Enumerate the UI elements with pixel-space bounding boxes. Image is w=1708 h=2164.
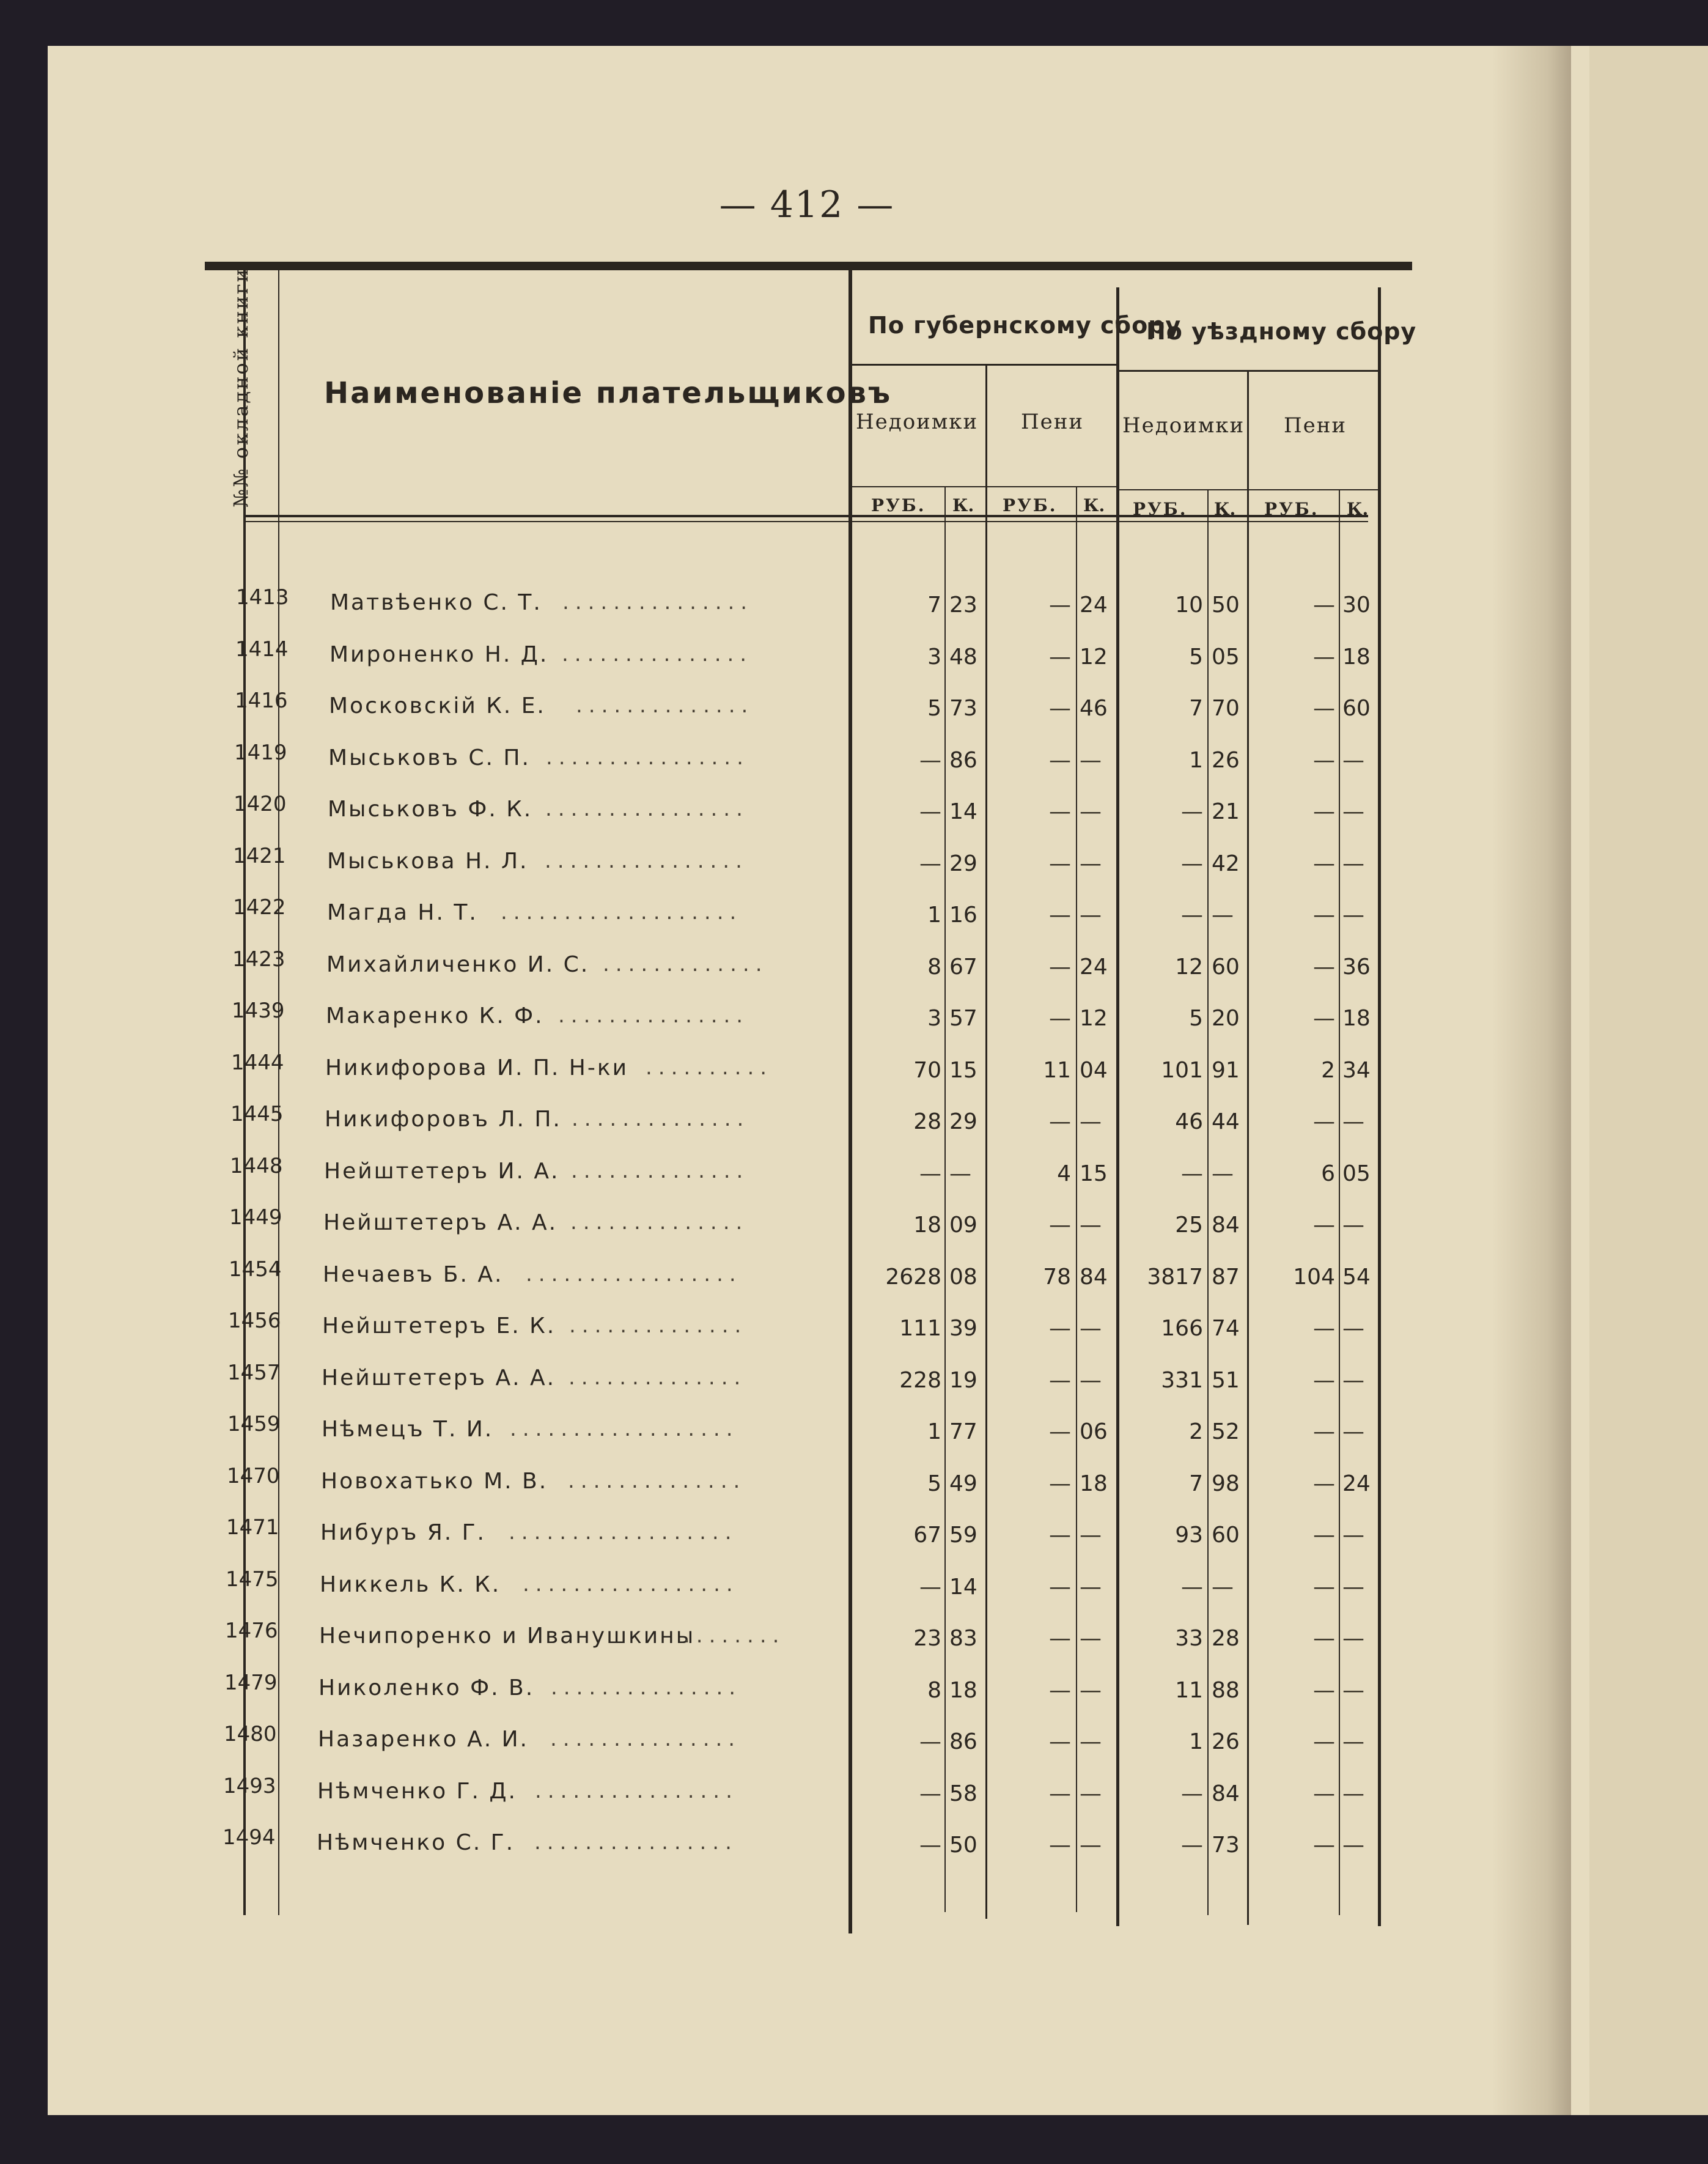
- kopecks-cell: 83: [949, 1626, 977, 1651]
- rubles-cell: 5: [927, 696, 941, 721]
- uezd-nedoimki-header: Недоимки: [1122, 413, 1245, 438]
- table-row: 1470 Новохатько М. В. .............. 5 49 — 18 7 98 — 24: [227, 1464, 1371, 1496]
- rubles-cell: —: [1049, 851, 1071, 876]
- rubles-cell: —: [919, 1833, 941, 1858]
- kopecks-cell: —: [1212, 1161, 1234, 1186]
- kopecks-cell: 74: [1212, 1316, 1240, 1341]
- kopecks-cell: 04: [1080, 1058, 1108, 1083]
- kopecks-cell: 05: [1212, 644, 1240, 670]
- kopecks-cell: 87: [1212, 1265, 1240, 1290]
- kopecks-cell: 12: [1080, 644, 1108, 670]
- rubles-cell: —: [1049, 1626, 1071, 1651]
- book-number: 1422: [233, 895, 286, 920]
- kopecks-cell: —: [1342, 1781, 1364, 1806]
- gub-peni-k-unit: К.: [1083, 495, 1105, 515]
- kopecks-cell: 84: [1212, 1781, 1240, 1806]
- payer-name: Мыськовъ Ф. К.: [328, 797, 533, 822]
- rubles-cell: —: [1313, 644, 1335, 670]
- table-row: 1475 Никкель К. К. ................. — 14 — — — — — —: [226, 1567, 1364, 1600]
- book-number: 1479: [224, 1671, 278, 1695]
- book-number: 1459: [227, 1412, 281, 1436]
- rubles-cell: —: [1049, 644, 1071, 670]
- kopecks-cell: 05: [1342, 1161, 1371, 1186]
- gub-nedoimki-header: Недоимки: [856, 410, 979, 434]
- rubles-cell: 28: [913, 1109, 941, 1134]
- rubles-cell: 104: [1293, 1265, 1335, 1290]
- kopecks-cell: 14: [949, 1575, 977, 1600]
- uezd-group-header: По уѣздному сбору: [1146, 318, 1417, 345]
- kopecks-cell: 23: [949, 593, 977, 618]
- kopecks-cell: 88: [1212, 1678, 1240, 1703]
- gub-peni-rub-unit: РУБ.: [1003, 495, 1058, 515]
- book-number: 1476: [225, 1619, 278, 1643]
- rubles-cell: 5: [1189, 644, 1203, 670]
- rubles-cell: —: [1181, 1833, 1203, 1858]
- kopecks-cell: 73: [1212, 1833, 1240, 1858]
- table-row: 1423 Михайличенко И. С. ............. 8 67 — 24 12 60 — 36: [232, 947, 1371, 980]
- kopecks-cell: 48: [949, 644, 977, 670]
- rubles-cell: 111: [899, 1316, 941, 1341]
- rubles-cell: 1: [1189, 1729, 1203, 1754]
- rubles-cell: —: [1313, 748, 1335, 773]
- rubles-cell: —: [919, 1781, 941, 1806]
- kopecks-cell: 09: [949, 1213, 977, 1238]
- book-number: 1416: [235, 689, 288, 713]
- header-bottom-rule: [243, 515, 1368, 517]
- rubles-cell: —: [1049, 1213, 1071, 1238]
- header-bottom-rule-2: [243, 521, 1368, 522]
- payer-name: Макаренко К. Ф.: [326, 1003, 544, 1028]
- uezd-peni-header: Пени: [1284, 413, 1347, 438]
- kopecks-cell: —: [1212, 1575, 1234, 1600]
- rubles-cell: —: [1313, 1109, 1335, 1134]
- kopecks-cell: 14: [949, 799, 977, 824]
- kopecks-cell: 51: [1212, 1368, 1240, 1393]
- payer-name: Нечипоренко и Иванушкины: [319, 1623, 696, 1649]
- kopecks-cell: —: [1342, 1678, 1364, 1703]
- rubles-cell: —: [1313, 1575, 1335, 1600]
- payer-name: Нибуръ Я. Г.: [320, 1520, 487, 1545]
- table-row: 1419 Мыськовъ С. П. ................ — 86 — — 1 26 — —: [234, 740, 1364, 773]
- rubles-cell: 2628: [885, 1265, 941, 1290]
- book-number: 1439: [232, 999, 285, 1023]
- kopecks-cell: 15: [949, 1058, 977, 1083]
- kopecks-cell: 49: [949, 1471, 977, 1496]
- payer-name: Матвѣенко С. Т.: [330, 590, 542, 615]
- rubles-cell: —: [919, 1729, 941, 1754]
- kopecks-cell: 24: [1342, 1471, 1371, 1496]
- kopecks-cell: —: [1342, 1575, 1364, 1600]
- kopecks-cell: 98: [1212, 1471, 1240, 1496]
- kopecks-cell: —: [1342, 1419, 1364, 1444]
- rubles-cell: 25: [1175, 1213, 1203, 1238]
- book-number-header-text: №№ окладной книги: [229, 267, 252, 508]
- rubles-cell: —: [919, 799, 941, 824]
- kopecks-cell: —: [1212, 903, 1234, 928]
- book-number: 1494: [223, 1825, 276, 1850]
- book-number: 1420: [234, 792, 287, 816]
- rubles-cell: 2: [1321, 1058, 1335, 1083]
- rubles-cell: —: [1313, 1626, 1335, 1651]
- rubles-cell: —: [1049, 1109, 1071, 1134]
- kopecks-cell: —: [1080, 1678, 1102, 1703]
- kopecks-cell: 26: [1212, 1729, 1240, 1754]
- rubles-cell: —: [1313, 1316, 1335, 1341]
- table-row: 1416 Московскій К. Е. .............. 5 73 — 46 7 70 — 60: [235, 689, 1371, 721]
- rubles-cell: 4: [1057, 1161, 1071, 1186]
- book-number: 1414: [235, 637, 289, 662]
- rubles-cell: 5: [1189, 1006, 1203, 1031]
- kopecks-cell: 08: [949, 1265, 977, 1290]
- table-row: 1480 Назаренко А. И. ............... — 86 — — 1 26 — —: [224, 1722, 1364, 1754]
- rubles-cell: 1: [1189, 748, 1203, 773]
- payer-name: Никифорова И. П. Н-ки: [325, 1055, 628, 1080]
- kopecks-cell: 77: [949, 1419, 977, 1444]
- table-row: 1448 Нейштетеръ И. А. .............. — — 4 15 — — 6 05: [230, 1154, 1371, 1186]
- rubles-cell: 331: [1161, 1368, 1203, 1393]
- kopecks-cell: —: [1080, 1523, 1102, 1548]
- kopecks-cell: 86: [949, 748, 977, 773]
- rubles-cell: —: [1313, 1006, 1335, 1031]
- kopecks-cell: 26: [1212, 748, 1240, 773]
- gub-ned-rub-unit: РУБ.: [871, 495, 926, 515]
- kopecks-cell: 20: [1212, 1006, 1240, 1031]
- kopecks-cell: —: [1080, 1316, 1102, 1341]
- book-number: 1456: [228, 1309, 281, 1333]
- kopecks-cell: 60: [1342, 696, 1371, 721]
- rubles-cell: —: [1049, 1368, 1071, 1393]
- kopecks-cell: —: [1080, 748, 1102, 773]
- kopecks-cell: —: [949, 1161, 971, 1186]
- book-number: 1413: [236, 585, 289, 610]
- book-number: 1419: [234, 740, 287, 765]
- table-row: 1413 Матвѣенко С. Т. ............... 7 23 — 24 10 50 — 30: [236, 585, 1371, 618]
- rubles-cell: 7: [1189, 696, 1203, 721]
- rubles-cell: —: [1049, 903, 1071, 928]
- kopecks-cell: 12: [1080, 1006, 1108, 1031]
- rubles-cell: —: [1049, 799, 1071, 824]
- kopecks-cell: —: [1342, 1523, 1364, 1548]
- payer-name: Мироненко Н. Д.: [329, 642, 549, 667]
- payer-name: Нейштетеръ Е. К.: [322, 1313, 556, 1339]
- rubles-cell: —: [1313, 1523, 1335, 1548]
- kopecks-cell: —: [1342, 748, 1364, 773]
- rubles-cell: —: [1313, 1419, 1335, 1444]
- book-number: 1445: [230, 1102, 284, 1126]
- table-row: 1449 Нейштетеръ А. А. .............. 18 09 — — 25 84 — —: [229, 1205, 1364, 1238]
- kopecks-cell: —: [1080, 799, 1102, 824]
- rubles-cell: —: [1049, 1471, 1071, 1496]
- kopecks-cell: 46: [1080, 696, 1108, 721]
- rubles-cell: —: [1049, 1833, 1071, 1858]
- group-underline-gub: [852, 364, 1116, 366]
- rubles-cell: 228: [899, 1368, 941, 1393]
- kopecks-cell: 06: [1080, 1419, 1108, 1444]
- rubles-cell: 1: [927, 903, 941, 928]
- book-number: 1421: [233, 844, 286, 868]
- book-number: 1448: [230, 1154, 283, 1178]
- kopecks-cell: 39: [949, 1316, 977, 1341]
- book-number: 1449: [229, 1205, 282, 1230]
- rubles-cell: 11: [1175, 1678, 1203, 1703]
- book-number: 1470: [227, 1464, 280, 1488]
- kopecks-cell: 91: [1212, 1058, 1240, 1083]
- kopecks-cell: 84: [1212, 1213, 1240, 1238]
- rubles-cell: —: [1049, 1575, 1071, 1600]
- book-number: 1423: [232, 947, 285, 972]
- kopecks-cell: 59: [949, 1523, 977, 1548]
- book-number: 1493: [223, 1774, 276, 1798]
- top-thick-rule: [205, 262, 1412, 270]
- uezd-ned-rub-unit: РУБ.: [1133, 499, 1188, 519]
- rubles-cell: —: [1181, 851, 1203, 876]
- kopecks-cell: 18: [1342, 1006, 1371, 1031]
- book-number: 1480: [224, 1722, 277, 1746]
- kopecks-cell: —: [1080, 1729, 1102, 1754]
- kopecks-cell: 24: [1080, 593, 1108, 618]
- rubles-cell: 5: [927, 1471, 941, 1496]
- kopecks-cell: 29: [949, 1109, 977, 1134]
- rubles-cell: 33: [1175, 1626, 1203, 1651]
- rubles-cell: 93: [1175, 1523, 1203, 1548]
- rubles-cell: 7: [1189, 1471, 1203, 1496]
- kopecks-cell: 34: [1342, 1058, 1371, 1083]
- rubles-cell: 18: [913, 1213, 941, 1238]
- rubles-cell: —: [1313, 593, 1335, 618]
- book-number: 1454: [229, 1257, 282, 1282]
- kopecks-cell: 24: [1080, 955, 1108, 980]
- payer-name: Нейштетеръ А. А.: [323, 1210, 558, 1235]
- kopecks-cell: 36: [1342, 955, 1371, 980]
- rubles-cell: —: [1313, 1678, 1335, 1703]
- kopecks-cell: 50: [949, 1833, 977, 1858]
- rubles-cell: 3817: [1147, 1265, 1203, 1290]
- rubles-cell: —: [1049, 1419, 1071, 1444]
- kopecks-cell: 60: [1212, 955, 1240, 980]
- rubles-cell: —: [919, 1575, 941, 1600]
- kopecks-cell: 58: [949, 1781, 977, 1806]
- payer-name: Московскій К. Е.: [329, 693, 546, 718]
- rubles-cell: 8: [927, 1678, 941, 1703]
- rubles-cell: 6: [1321, 1161, 1335, 1186]
- kopecks-cell: —: [1080, 1833, 1102, 1858]
- rubles-cell: —: [1313, 903, 1335, 928]
- kopecks-cell: —: [1342, 1213, 1364, 1238]
- rubles-cell: 78: [1043, 1265, 1071, 1290]
- rubles-cell: —: [1313, 851, 1335, 876]
- payer-name: Новохатько М. В.: [321, 1469, 548, 1494]
- kopecks-cell: 18: [1080, 1471, 1108, 1496]
- table-row: 1421 Мыськова Н. Л. ................ — 29 — — — 42 — —: [233, 844, 1364, 876]
- table-row: 1476 Нечипоренко и Иванушкины ........ 23 83 — — 33 28 — —: [225, 1619, 1364, 1651]
- kopecks-cell: 29: [949, 851, 977, 876]
- rubles-cell: —: [1181, 799, 1203, 824]
- table-row: 1479 Николенко Ф. В. ............... 8 18 — — 11 88 — —: [224, 1671, 1364, 1703]
- kopecks-cell: —: [1080, 903, 1102, 928]
- kopecks-cell: —: [1342, 1833, 1364, 1858]
- payer-name: Нѣмченко С. Г.: [317, 1830, 515, 1855]
- kopecks-cell: 73: [949, 696, 977, 721]
- rubles-cell: —: [1313, 1833, 1335, 1858]
- payer-name: Мыськова Н. Л.: [327, 849, 529, 874]
- rubles-cell: —: [1181, 1781, 1203, 1806]
- rubles-cell: 46: [1175, 1109, 1203, 1134]
- kopecks-cell: 57: [949, 1006, 977, 1031]
- kopecks-cell: —: [1342, 1368, 1364, 1393]
- rubles-cell: —: [1313, 1213, 1335, 1238]
- payer-name: Нейштетеръ А. А.: [322, 1365, 556, 1390]
- rubles-cell: 67: [913, 1523, 941, 1548]
- kopecks-cell: —: [1342, 903, 1364, 928]
- kopecks-cell: 30: [1342, 593, 1371, 618]
- table-row: 1494 Нѣмченко С. Г. ................ — 50 — — — 73 — —: [223, 1825, 1364, 1858]
- kopecks-cell: —: [1080, 1368, 1102, 1393]
- rubles-cell: 8: [927, 955, 941, 980]
- gub-peni-header: Пени: [1021, 410, 1084, 434]
- rubles-cell: —: [1313, 1781, 1335, 1806]
- kopecks-cell: 19: [949, 1368, 977, 1393]
- payer-name: Магда Н. Т.: [327, 900, 478, 925]
- kopecks-cell: 50: [1212, 593, 1240, 618]
- kopecks-cell: —: [1080, 1781, 1102, 1806]
- rubles-cell: 70: [913, 1058, 941, 1083]
- rubles-cell: 12: [1175, 955, 1203, 980]
- rubles-cell: 23: [913, 1626, 941, 1651]
- rubles-cell: 10: [1175, 593, 1203, 618]
- table-row: 1493 Нѣмченко Г. Д. ................ — 58 — — — 84 — —: [223, 1774, 1364, 1806]
- payer-name: Назаренко А. И.: [318, 1727, 529, 1752]
- payer-name: Нѣмецъ Т. И.: [322, 1417, 494, 1442]
- payer-name: Николенко Ф. В.: [318, 1675, 535, 1701]
- kopecks-cell: 67: [949, 955, 977, 980]
- rubles-cell: —: [1049, 593, 1071, 618]
- table-row: 1457 Нейштетеръ А. А. .............. 228 19 — — 331 51 — —: [227, 1361, 1364, 1393]
- rubles-cell: —: [1313, 799, 1335, 824]
- payer-name: Никифоровъ Л. П.: [325, 1107, 562, 1132]
- table-row: 1456 Нейштетеръ Е. К. .............. 111 39 — — 166 74 — —: [228, 1309, 1364, 1341]
- rubles-cell: —: [1181, 1575, 1203, 1600]
- uezd-peni-k-unit: К.: [1347, 499, 1369, 519]
- rubles-cell: —: [1181, 903, 1203, 928]
- kopecks-cell: 15: [1080, 1161, 1108, 1186]
- rubles-cell: 2: [1189, 1419, 1203, 1444]
- rubles-cell: —: [919, 1161, 941, 1186]
- payer-name: Нѣмченко Г. Д.: [317, 1779, 517, 1804]
- rubles-cell: —: [1049, 1006, 1071, 1031]
- payer-name: Мыськовъ С. П.: [328, 745, 531, 770]
- rubles-cell: —: [1181, 1161, 1203, 1186]
- payer-name: Михайличенко И. С.: [326, 952, 590, 977]
- table-row: 1454 Нечаевъ Б. А. ................. 2628 08 78 84 3817 87 104 54: [229, 1257, 1371, 1290]
- table-row: 1444 Никифорова И. П. Н-ки .......... 70 15 11 04 101 91 2 34: [231, 1051, 1371, 1083]
- kopecks-cell: 60: [1212, 1523, 1240, 1548]
- kopecks-cell: 18: [1342, 644, 1371, 670]
- kopecks-cell: —: [1080, 1109, 1102, 1134]
- uezd-peni-rub-unit: РУБ.: [1264, 499, 1319, 519]
- rubles-cell: 7: [927, 593, 941, 618]
- kopecks-cell: —: [1080, 1213, 1102, 1238]
- table-row: 1445 Никифоровъ Л. П. .............. 28 29 — — 46 44 — —: [230, 1102, 1364, 1134]
- table-row: 1420 Мыськовъ Ф. К. ................ — 14 — — — 21 — —: [234, 792, 1364, 824]
- kopecks-cell: 18: [949, 1678, 977, 1703]
- rubles-cell: 1: [927, 1419, 941, 1444]
- kopecks-cell: —: [1080, 1575, 1102, 1600]
- kopecks-cell: 16: [949, 903, 977, 928]
- gub-ned-k-unit: К.: [952, 495, 974, 515]
- book-number: 1475: [226, 1567, 279, 1592]
- table-row: 1439 Макаренко К. Ф. ............... 3 57 — 12 5 20 — 18: [232, 999, 1371, 1031]
- uezd-ned-k-unit: К.: [1214, 499, 1236, 519]
- book-number: 1444: [231, 1051, 284, 1075]
- page-number: — 412 —: [719, 183, 895, 226]
- kopecks-cell: 42: [1212, 851, 1240, 876]
- rubles-cell: —: [1049, 1523, 1071, 1548]
- kopecks-cell: —: [1342, 1626, 1364, 1651]
- kopecks-cell: 44: [1212, 1109, 1240, 1134]
- table-row: 1422 Магда Н. Т. ................... 1 16 — — — — — —: [233, 895, 1364, 928]
- rubles-cell: —: [1049, 748, 1071, 773]
- payer-name: Нечаевъ Б. А.: [323, 1262, 504, 1287]
- rubles-cell: —: [1049, 955, 1071, 980]
- kopecks-cell: 28: [1212, 1626, 1240, 1651]
- kopecks-cell: —: [1342, 851, 1364, 876]
- rubles-cell: —: [1049, 1729, 1071, 1754]
- rubles-cell: —: [1049, 1678, 1071, 1703]
- rubles-cell: 11: [1043, 1058, 1071, 1083]
- rubles-cell: —: [1049, 1781, 1071, 1806]
- book-number: 1457: [227, 1361, 281, 1385]
- kopecks-cell: 54: [1342, 1265, 1371, 1290]
- table-row: 1459 Нѣмецъ Т. И. .................. 1 77 — 06 2 52 — —: [227, 1412, 1364, 1444]
- table-row: 1414 Мироненко Н. Д. ............... 3 48 — 12 5 05 — 18: [235, 637, 1371, 670]
- rubles-cell: —: [1313, 955, 1335, 980]
- kopecks-cell: 21: [1212, 799, 1240, 824]
- book-number: 1471: [226, 1515, 279, 1540]
- rubles-cell: —: [1313, 1471, 1335, 1496]
- rubles-cell: —: [1049, 696, 1071, 721]
- rubles-cell: 101: [1161, 1058, 1203, 1083]
- kopecks-cell: 52: [1212, 1419, 1240, 1444]
- kopecks-cell: 84: [1080, 1265, 1108, 1290]
- rubles-cell: —: [919, 851, 941, 876]
- gub-group-header: По губернскому сбору: [868, 312, 1182, 339]
- rubles-cell: —: [1049, 1316, 1071, 1341]
- kopecks-cell: —: [1342, 1109, 1364, 1134]
- rubles-cell: —: [1313, 1729, 1335, 1754]
- rubles-cell: 166: [1161, 1316, 1203, 1341]
- kopecks-cell: —: [1080, 1626, 1102, 1651]
- kopecks-cell: 70: [1212, 696, 1240, 721]
- payer-name: Никкель К. К.: [320, 1572, 501, 1597]
- rubles-cell: —: [1313, 696, 1335, 721]
- kopecks-cell: —: [1342, 799, 1364, 824]
- table-row: 1471 Нибуръ Я. Г. .................. 67 59 — — 93 60 — —: [226, 1515, 1364, 1548]
- rubles-cell: 3: [927, 644, 941, 670]
- rubles-cell: —: [1313, 1368, 1335, 1393]
- kopecks-cell: —: [1342, 1316, 1364, 1341]
- rubles-cell: 3: [927, 1006, 941, 1031]
- name-column-header: Наименованіе плательщиковъ: [324, 376, 893, 410]
- payer-name: Нейштетеръ И. А.: [324, 1159, 560, 1184]
- rubles-cell: —: [919, 748, 941, 773]
- kopecks-cell: —: [1080, 851, 1102, 876]
- kopecks-cell: 86: [949, 1729, 977, 1754]
- kopecks-cell: —: [1342, 1729, 1364, 1754]
